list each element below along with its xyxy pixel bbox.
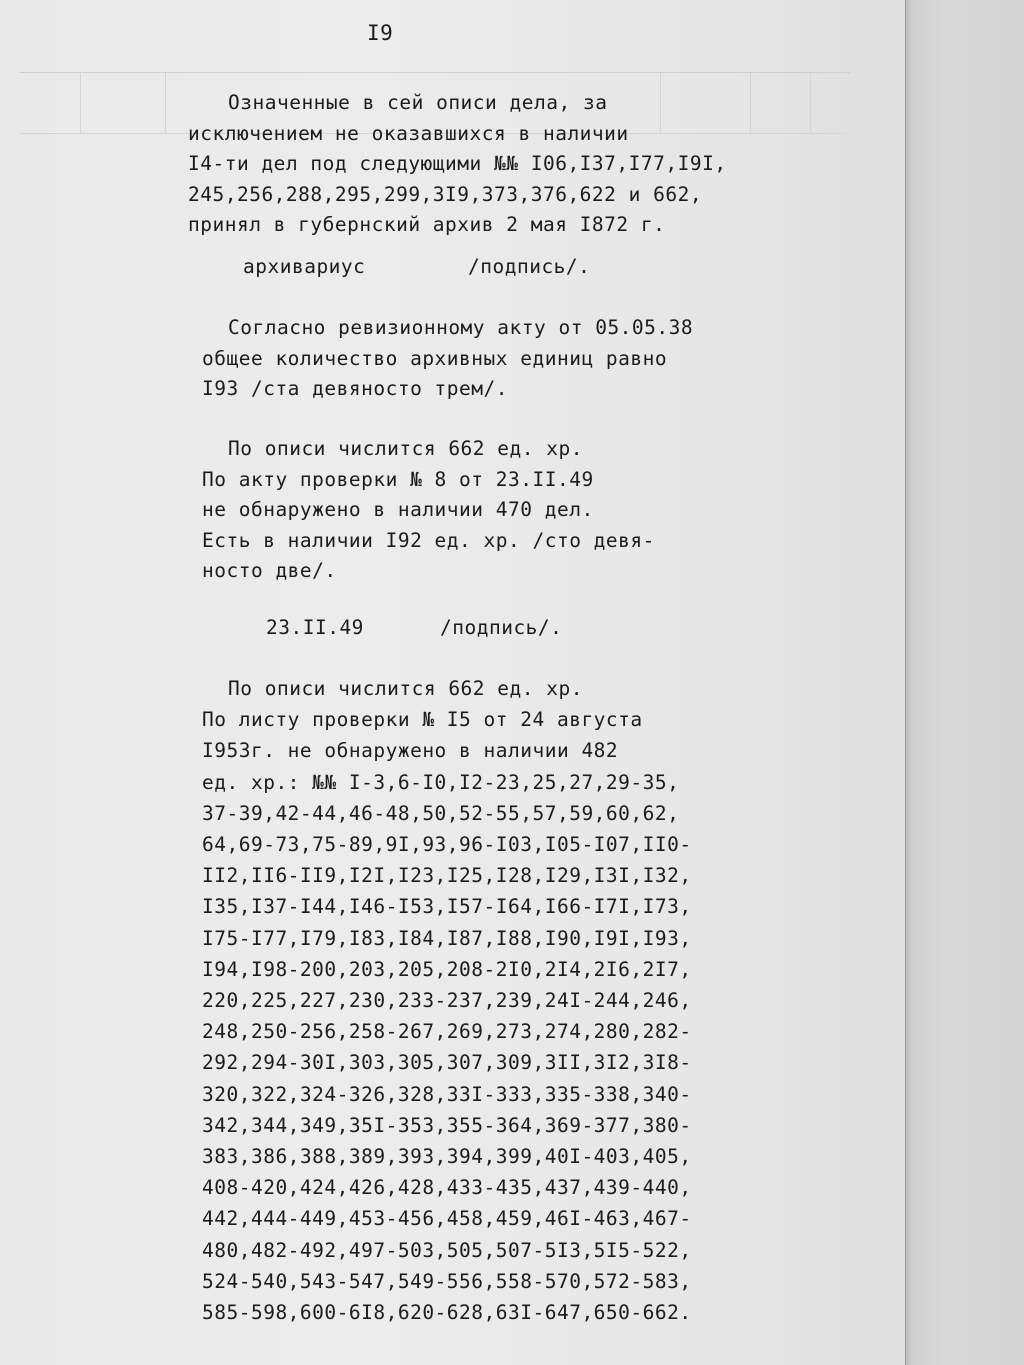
- text-line: 292,294-30I,303,305,307,309,3II,3I2,3I8-: [202, 1051, 692, 1075]
- text-line: 585-598,600-6I8,620-628,63I-647,650-662.: [202, 1301, 692, 1324]
- archivist-signature: /подпись/.: [468, 255, 591, 278]
- text-line: 342,344,349,35I-353,355-364,369-377,380-: [202, 1113, 692, 1137]
- text-line: По листу проверки № I5 от 24 августа: [202, 708, 643, 732]
- text-line: По описи числится 662 ед. хр.: [228, 677, 583, 700]
- adjacent-page-edge: [905, 0, 1024, 1365]
- text-line: По акту проверки № 8 от 23.II.49: [202, 467, 594, 491]
- page-number: I9: [367, 21, 394, 45]
- text-line: ед. хр.: №№ I-3,6-I0,I2-23,25,27,29-35,: [202, 770, 680, 794]
- text-line: Означенные в сей описи дела, за: [228, 91, 608, 114]
- signature-date: 23.II.49: [266, 616, 364, 639]
- text-line: II2,II6-II9,I2I,I23,I25,I28,I29,I3I,I32,: [202, 864, 692, 888]
- text-line: Есть в наличии I92 ед. хр. /сто девя-: [202, 528, 655, 552]
- text-line: I953г. не обнаружено в наличии 482: [202, 739, 619, 763]
- text-line: 480,482-492,497-503,505,507-5I3,5I5-522,: [202, 1238, 692, 1262]
- archivist-role: архивариус: [243, 255, 366, 278]
- text-line: I4-ти дел под следующими №№ I06,I37,I77,I9I,: [188, 152, 727, 175]
- text-line: По описи числится 662 ед. хр.: [228, 437, 583, 460]
- text-line: 383,386,388,389,393,394,399,40I-403,405,: [202, 1145, 692, 1168]
- text-line: 245,256,288,295,299,3I9,373,376,622 и 662,: [188, 182, 703, 206]
- text-line: принял в губернский архив 2 мая I872 г.: [188, 213, 666, 236]
- text-line: 37-39,42-44,46-48,50,52-55,57,59,60,62,: [202, 801, 680, 825]
- text-line: I35,I37-I44,I46-I53,I57-I64,I66-I7I,I73,: [202, 895, 692, 919]
- signature-1949: /подпись/.: [440, 616, 563, 639]
- text-line: 248,250-256,258-267,269,273,274,280,282-: [202, 1020, 692, 1044]
- text-line: Согласно ревизионному акту от 05.05.38: [228, 316, 694, 339]
- text-line: носто две/.: [202, 559, 337, 582]
- text-line: 442,444-449,453-456,458,459,46I-463,467-: [202, 1207, 692, 1231]
- text-line: общее количество архивных единиц равно: [202, 346, 668, 370]
- text-line: не обнаружено в наличии 470 дел.: [202, 498, 594, 521]
- text-line: 408-420,424,426,428,433-435,437,439-440,: [202, 1176, 692, 1200]
- text-line: 320,322,324-326,328,33I-333,335-338,340-: [202, 1082, 692, 1106]
- text-line: 64,69-73,75-89,9I,93,96-I03,I05-I07,II0-: [202, 833, 692, 856]
- text-line: I93 /ста девяносто трем/.: [202, 377, 508, 400]
- text-line: I75-I77,I79,I83,I84,I87,I88,I90,I9I,I93,: [202, 926, 692, 950]
- text-line: исключением не оказавшихся в наличии: [188, 121, 629, 145]
- text-line: I94,I98-200,203,205,208-2I0,2I4,2I6,2I7,: [202, 957, 692, 981]
- text-line: 220,225,227,230,233-237,239,24I-244,246,: [202, 989, 692, 1012]
- text-line: 524-540,543-547,549-556,558-570,572-583,: [202, 1269, 692, 1293]
